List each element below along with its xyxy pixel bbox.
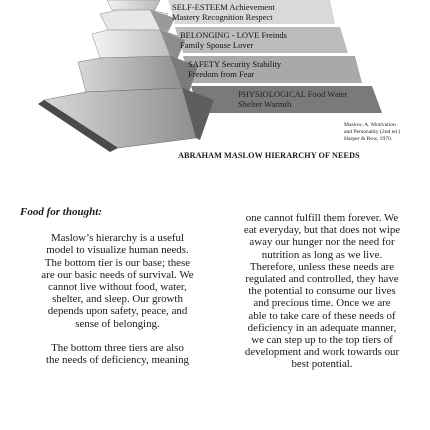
text-line: away our hunger nor the need for — [249, 236, 395, 249]
text-line: development and work towards our — [244, 346, 400, 359]
text-line: The bottom tier is our base; these — [44, 256, 191, 269]
figure-title: ABRAHAM MASLOW HIERARCHY OF NEEDS — [178, 151, 360, 160]
reference-line: Harper & Row, 1970. — [344, 136, 393, 142]
figure-reference — [344, 122, 424, 143]
section-heading: Food for thought: — [20, 206, 102, 218]
text-line: are our basic needs of survival. We — [41, 268, 194, 281]
text-line: the needs of deficiency, meaning — [46, 354, 189, 367]
text-line: eat everyday, but that does not wipe — [243, 224, 401, 237]
tier-label-safety — [188, 59, 281, 79]
text-line: and precious time. Once we are — [253, 297, 391, 310]
right-column — [224, 206, 420, 371]
text-line: regulated and controlled, they have — [245, 273, 399, 286]
tier-label-belonging — [180, 30, 287, 50]
tier-line: PHYSIOLOGICAL Food Water — [238, 89, 348, 99]
text-line: we can step up to the top tiers of — [251, 334, 393, 347]
text-line: depends upon safety, peace, and — [47, 305, 188, 318]
paragraph-2 — [20, 342, 215, 366]
text-line: able to take care of these needs of — [248, 309, 396, 322]
paragraph-1 — [20, 232, 215, 330]
text-line: Therefore, unless these needs are — [249, 260, 395, 273]
tier-line: Shelter Warmth — [238, 99, 292, 109]
tier-line: Family Spouse Lover — [180, 40, 254, 50]
tier-label-physiological — [238, 89, 347, 109]
tier-line: BELONGING - LOVE Freinds — [180, 30, 287, 40]
reference-line: and Personality (2nd ed.) — [344, 129, 401, 135]
text-line: sense of belonging. — [75, 317, 160, 330]
text-line: Maslow’s hierarchy is a useful — [50, 232, 185, 245]
pyramid-cap — [107, 0, 160, 10]
tier-line: Freedom from Fear — [188, 69, 255, 79]
text-line: best potential. — [291, 358, 353, 371]
pyramid-diagram — [0, 0, 430, 190]
text-line: The bottom three tiers are also — [51, 341, 184, 354]
text-line: model to visualize human needs. — [46, 244, 189, 257]
tier-line: SAFETY Security Stability — [188, 59, 282, 69]
text-line: deficiency in an adequate manner, — [247, 321, 397, 334]
text-line: one cannot fulfill them forever. We — [245, 212, 399, 224]
text-line: the potential to consume our lives — [248, 285, 396, 298]
left-column — [20, 206, 215, 378]
tier-line: SELF-ESTEEM Achievement — [172, 2, 275, 12]
tier-label-self-esteem — [172, 2, 275, 22]
reference-line: Maslow, A. Motivation — [344, 122, 396, 128]
tier-line: Mastery Recognition Respect — [172, 12, 273, 22]
text-line: shelter, and sleep. Our growth — [52, 293, 183, 306]
text-line: nutrition as long as we live. — [261, 248, 383, 261]
text-line: cannot live without food, water, — [48, 281, 187, 294]
